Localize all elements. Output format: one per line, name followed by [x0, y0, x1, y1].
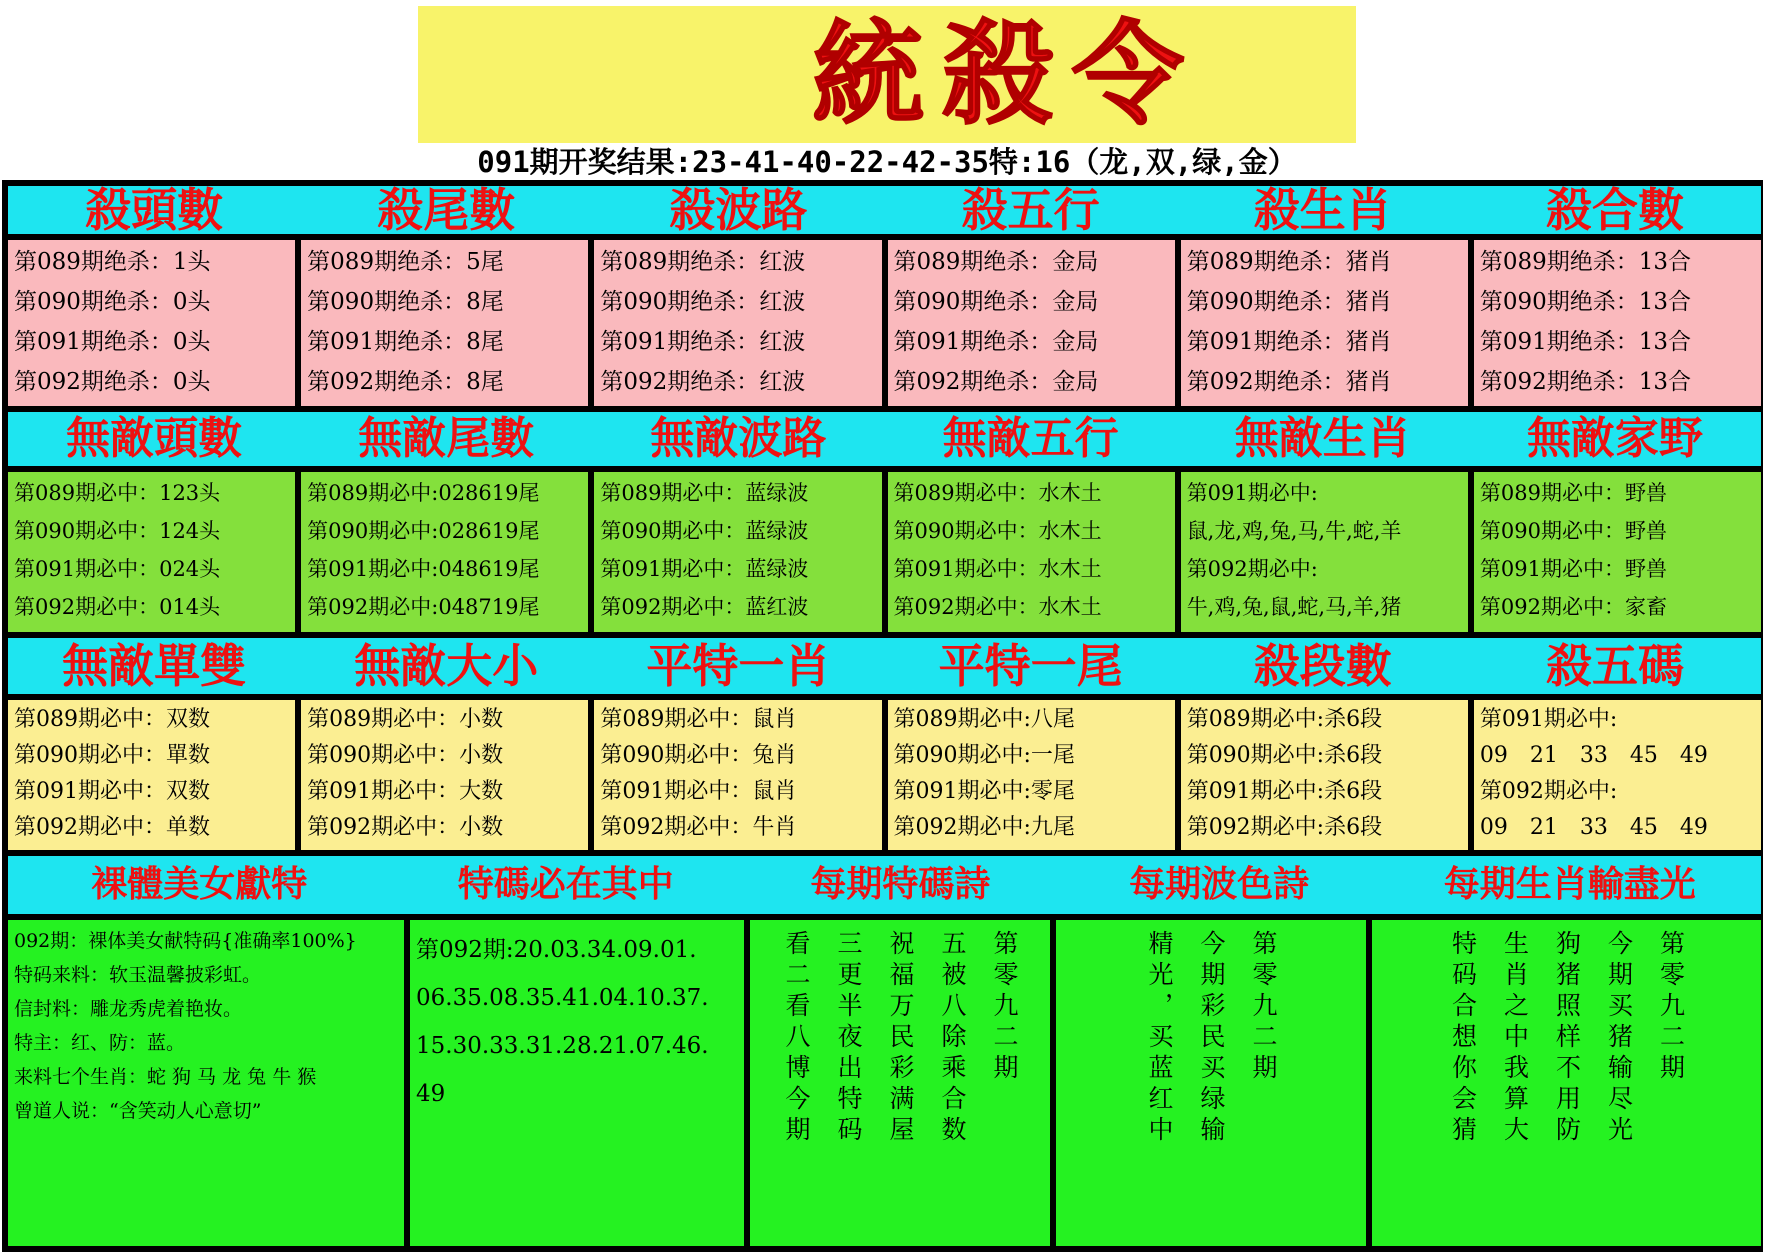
section3-col: [8, 700, 295, 850]
section4-header: [8, 856, 1761, 914]
section1-col: [8, 240, 295, 406]
section1-line: 第090期绝杀：红波: [600, 289, 806, 315]
section2-line: 第091期必中：野兽: [1479, 557, 1667, 581]
section3-line: 第092期必中：单数: [14, 815, 210, 840]
beauty-line: 信封料：雕龙秀虎着艳妆。: [14, 998, 243, 1020]
beauty-panel: [8, 920, 404, 1246]
section1-line: 第092期绝杀：13合: [1479, 369, 1692, 395]
poem1-panel: [750, 920, 1050, 1246]
result-line: 091期开奖结果:23-41-40-22-42-35特:16（龙,双,绿,金）: [477, 145, 1297, 179]
section3-line: 第091期必中:杀6段: [1186, 779, 1383, 804]
header-cell: 無敵尾數: [358, 413, 535, 464]
section4-body: [8, 920, 1761, 1246]
section1-line: 第092期绝杀：金局: [893, 369, 1099, 395]
section1-col: [1181, 240, 1468, 406]
section2-line: 第092期必中：家畜: [1479, 595, 1667, 619]
header-cell: 殺五行: [961, 186, 1100, 234]
section3-line: 第091期必中:: [1479, 707, 1618, 732]
section2-line: 第092期必中：014头: [14, 595, 221, 619]
section1-line: 第090期绝杀：金局: [893, 289, 1099, 315]
section2-line: 第090期必中：野兽: [1479, 519, 1667, 543]
beauty-line: 来料七个生肖：蛇 狗 马 龙 兔 牛 猴: [14, 1066, 317, 1088]
section3-col: [888, 700, 1175, 850]
section2-header: [8, 412, 1761, 466]
section2-line: 第089期必中：野兽: [1479, 481, 1667, 505]
section2-col: [594, 472, 881, 632]
section2-line: 第091期必中:048619尾: [307, 557, 540, 581]
section1-line: 第090期绝杀：0头: [14, 289, 211, 315]
section1-line: 第090期绝杀：8尾: [307, 289, 504, 315]
poem-line: 今期彩民买绿输: [1197, 930, 1226, 1147]
section1-line: 第092期绝杀：红波: [600, 369, 806, 395]
header-cell: 無敵大小: [354, 639, 539, 693]
header-cell: 平特一肖: [646, 639, 831, 693]
section3-line: 第089期必中：鼠肖: [600, 707, 797, 732]
section2-line: 第092期必中：蓝红波: [600, 595, 809, 619]
beauty-line: 特主：红、防：蓝。: [14, 1032, 186, 1054]
poem2-panel: [1056, 920, 1366, 1246]
section1-line: 第089期绝杀：5尾: [307, 249, 504, 275]
poem1-columns: [750, 920, 1050, 1147]
section2-line: 第091期必中：水木土: [893, 557, 1102, 581]
section3-col: [594, 700, 881, 850]
section3-line: 第091期必中：双数: [14, 779, 210, 804]
section1-line: 第091期绝杀：金局: [893, 329, 1099, 355]
beauty-line: 092期：裸体美女献特码{准确率100%}: [14, 930, 357, 952]
section3-line: 09 21 33 45 49: [1479, 743, 1708, 768]
section1-line: 第092期绝杀：0头: [14, 369, 211, 395]
poem-line: 生肖之中我算大: [1500, 930, 1530, 1147]
beauty-line: 特码来料：软玉温馨披彩虹。: [14, 964, 262, 986]
section2-col: [301, 472, 588, 632]
section1-line: 第089期绝杀：金局: [893, 249, 1099, 275]
section3-line: 第091期必中：大数: [307, 779, 504, 804]
section2-line: 牛,鸡,兔,鼠,蛇,马,羊,猪: [1186, 595, 1402, 619]
header-cell: 殺頭數: [85, 186, 224, 234]
header-cell: 無敵單雙: [62, 639, 247, 693]
section2-line: 第089期必中：水木土: [893, 481, 1102, 505]
section2-col: [888, 472, 1175, 632]
section3-line: 第092期必中:: [1479, 779, 1618, 804]
poem2-columns: [1056, 920, 1366, 1147]
poem-line: 祝福万民彩满屋: [886, 930, 915, 1147]
poem-line: 今期买猪输尽光: [1604, 930, 1634, 1147]
section3-line: 第089期必中:八尾: [893, 707, 1075, 732]
section3-col: [301, 700, 588, 850]
header-cell: 無敵家野: [1526, 413, 1703, 464]
header-cell: 殺段數: [1253, 639, 1392, 693]
section1-col: [594, 240, 881, 406]
section1-line: 第091期绝杀：0头: [14, 329, 211, 355]
poem-line: 狗猪照样不用防: [1552, 930, 1582, 1147]
poem-line: 第零九二期: [1656, 930, 1686, 1085]
section1-line: 第092期绝杀：猪肖: [1186, 369, 1392, 395]
section3-col: [1474, 700, 1761, 850]
header-cell: 殺五碼: [1545, 639, 1684, 693]
poem-line: 精光，买蓝红中: [1145, 930, 1174, 1147]
header-cell: 每期波色詩: [1129, 864, 1310, 905]
section3-line: 第091期必中:零尾: [893, 779, 1075, 804]
section2-col: [1474, 472, 1761, 632]
numbers-line: 15.30.33.31.28.21.07.46.: [416, 1033, 709, 1059]
section3-line: 第090期必中：小数: [307, 743, 504, 768]
section3-line: 第089期必中：小数: [307, 707, 504, 732]
section3-col: [1181, 700, 1468, 850]
beauty-line: 曾道人说：“含笑动人心意切”: [14, 1100, 262, 1122]
numbers-line: 49: [416, 1081, 446, 1107]
section1-line: 第089期绝杀：猪肖: [1186, 249, 1392, 275]
header-cell: 殺生肖: [1253, 186, 1392, 234]
section3-line: 第090期必中：單数: [14, 743, 210, 768]
header-cell: 殺合數: [1545, 186, 1684, 234]
poem-line: 第零九二期: [990, 930, 1019, 1085]
poem3-columns: [1372, 920, 1761, 1147]
section3-line: 第090期必中：兔肖: [600, 743, 797, 768]
section2-line: 鼠,龙,鸡,兔,马,牛,蛇,羊: [1186, 519, 1402, 543]
header-cell: 殺尾數: [377, 186, 516, 234]
poem-line: 看二看八博今期: [782, 930, 811, 1147]
section1-header: [8, 186, 1761, 234]
header-cell: 無敵生肖: [1234, 413, 1411, 464]
section1-body: [8, 240, 1761, 406]
section2-line: 第090期必中：水木土: [893, 519, 1102, 543]
section1-line: 第091期绝杀：红波: [600, 329, 806, 355]
section3-line: 第089期必中：双数: [14, 707, 210, 732]
section3-body: [8, 700, 1761, 850]
section2-line: 第092期必中:048719尾: [307, 595, 540, 619]
section3-line: 第091期必中：鼠肖: [600, 779, 797, 804]
section1-line: 第090期绝杀：猪肖: [1186, 289, 1392, 315]
section2-col: [1181, 472, 1468, 632]
page-title: 統殺令: [812, 9, 1202, 140]
header-cell: 特碼必在其中: [457, 864, 674, 905]
section1-col: [301, 240, 588, 406]
section1-line: 第091期绝杀：猪肖: [1186, 329, 1392, 355]
section3-line: 09 21 33 45 49: [1479, 815, 1708, 840]
section2-line: 第089期必中：123头: [14, 481, 221, 505]
section3-line: 第092期必中：小数: [307, 815, 504, 840]
section1-line: 第089期绝杀：13合: [1479, 249, 1692, 275]
header-cell: 每期生肖輸盡光: [1443, 864, 1696, 905]
title-banner: [418, 6, 1356, 143]
section1-line: 第089期绝杀：1头: [14, 249, 211, 275]
section3-line: 第092期必中:九尾: [893, 815, 1075, 840]
numbers-line: 06.35.08.35.41.04.10.37.: [416, 985, 709, 1011]
section3-line: 第092期必中:杀6段: [1186, 815, 1383, 840]
header-cell: 殺波路: [669, 186, 808, 234]
section2-line: 第089期必中:028619尾: [307, 481, 540, 505]
section2-line: 第092期必中：水木土: [893, 595, 1102, 619]
main-frame: [2, 180, 1763, 1252]
section2-line: 第091期必中：024头: [14, 557, 221, 581]
header-cell: 無敵波路: [650, 413, 827, 464]
poem3-panel: [1372, 920, 1761, 1246]
section1-line: 第090期绝杀：13合: [1479, 289, 1692, 315]
section2-line: 第090期必中:028619尾: [307, 519, 540, 543]
section3-line: 第090期必中:杀6段: [1186, 743, 1383, 768]
header-cell: 裸體美女獻特: [91, 864, 308, 905]
section2-col: [8, 472, 295, 632]
header-cell: 每期特碼詩: [810, 864, 991, 905]
section2-line: 第089期必中：蓝绿波: [600, 481, 809, 505]
section1-col: [1474, 240, 1761, 406]
header-cell: 無敵頭數: [66, 413, 243, 464]
section1-line: 第091期绝杀：8尾: [307, 329, 504, 355]
section2-line: 第091期必中:: [1186, 481, 1318, 505]
numbers-panel: [410, 920, 744, 1246]
section3-line: 第089期必中:杀6段: [1186, 707, 1383, 732]
section2-line: 第091期必中：蓝绿波: [600, 557, 809, 581]
section1-line: 第092期绝杀：8尾: [307, 369, 504, 395]
header-cell: 平特一尾: [938, 639, 1123, 693]
section1-col: [888, 240, 1175, 406]
header-cell: 無敵五行: [942, 413, 1119, 464]
section2-line: 第090期必中：124头: [14, 519, 221, 543]
section3-line: 第090期必中:一尾: [893, 743, 1075, 768]
poem-line: 第零九二期: [1249, 930, 1278, 1085]
section2-body: [8, 472, 1761, 632]
poem-line: 三更半夜出特码: [834, 930, 863, 1147]
section3-line: 第092期必中：牛肖: [600, 815, 797, 840]
section2-line: 第090期必中：蓝绿波: [600, 519, 809, 543]
section3-header: [8, 638, 1761, 694]
section1-line: 第091期绝杀：13合: [1479, 329, 1692, 355]
poem-line: 特码合想你会猜: [1448, 930, 1478, 1147]
section2-line: 第092期必中:: [1186, 557, 1318, 581]
poem-line: 五被八除乘合数: [938, 930, 967, 1147]
section1-line: 第089期绝杀：红波: [600, 249, 806, 275]
numbers-line: 第092期:20.03.34.09.01.: [416, 937, 697, 963]
